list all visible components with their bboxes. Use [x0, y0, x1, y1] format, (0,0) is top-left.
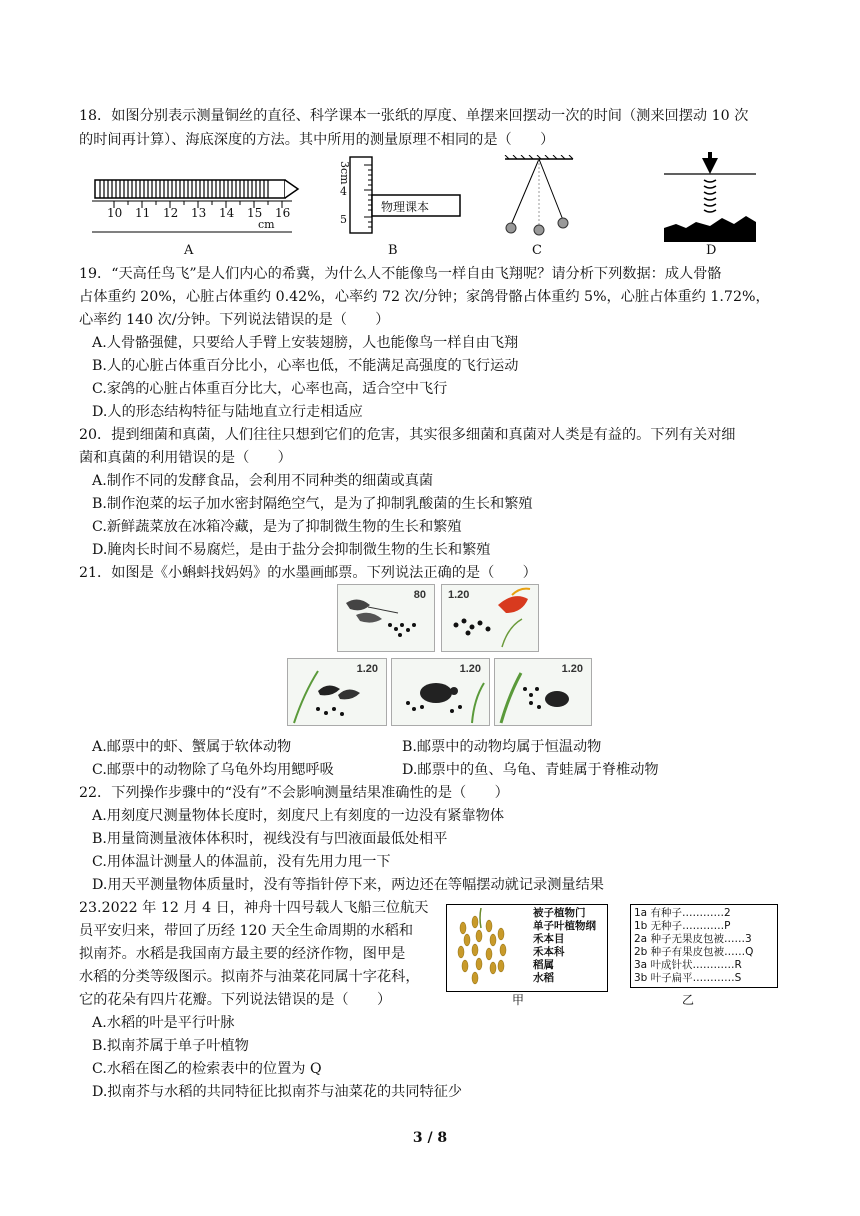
q23-option-a[interactable]: A.水稻的叶是平行叶脉 [92, 1015, 235, 1031]
stamp-goldfish [441, 584, 539, 652]
stamp-frog [494, 658, 592, 726]
q19-option-b[interactable]: B.人的心脏占体重百分比小，心率也低，不能满足高强度的飞行运动 [92, 358, 519, 374]
q21-option-c[interactable]: C.邮票中的动物除了乌龟外均用鳃呼吸 [92, 762, 334, 778]
taxon-genus: 稻属 [533, 959, 554, 971]
stamp-value: 1.20 [448, 589, 470, 601]
q23-option-d[interactable]: D.拟南芥与水稻的共同特征比拟南芥与油菜花的共同特征少 [92, 1084, 463, 1100]
page-number: 3 / 8 [412, 1130, 448, 1146]
ruler-b-tick-4: 4 [340, 185, 347, 198]
figure-label-a: A [184, 243, 194, 258]
q22-option-d[interactable]: D.用天平测量物体质量时，没有等指针停下来，两边还在等幅摆动就记录测量结果 [92, 877, 604, 893]
taxon-phylum: 被子植物门 [533, 907, 586, 919]
figure-a-wire-ruler [92, 160, 304, 235]
taxon-family: 禾本科 [533, 946, 565, 958]
q18-stem-line1: 18．如图分别表示测量铜丝的直径、科学课本一张纸的厚度、单摆来回摆动一次的时间（测来回摆动 10 次 [79, 108, 749, 124]
q21-stem: 21．如图是《小蝌蚪找妈妈》的水墨画邮票。下列说法正确的是（ ） [79, 565, 537, 581]
figure-label-b: B [388, 243, 398, 258]
q23-option-c[interactable]: C.水稻在图乙的检索表中的位置为 Q [92, 1061, 322, 1077]
ruler-tick-10: 10 [107, 206, 123, 220]
stamp-value: 1.20 [459, 663, 481, 675]
q19-stem-line1: 19．“天高任鸟飞”是人们内心的希冀，为什么人不能像鸟一样自由飞翔呢？请分析下列数据：成人骨骼 [79, 266, 722, 282]
q23-stem-line1: 23.2022 年 12 月 4 日，神舟十四号载人飞船三位航天 [79, 900, 429, 916]
ruler-tick-13: 13 [191, 206, 207, 220]
key-row-3a: 3a 叶成针状…………R [634, 959, 742, 971]
key-row-3b: 3b 叶子扁平…………S [634, 972, 742, 984]
stamp-value: 80 [413, 589, 426, 601]
figure-yi-label: 乙 [682, 993, 695, 1007]
book-label: 物理课本 [381, 200, 430, 214]
taxon-species: 水稻 [533, 972, 554, 984]
q18-stem-line2: 的时间再计算）、海底深度的方法。其中所用的测量原理不相同的是（ ） [79, 132, 555, 148]
q23-stem-line3: 拟南芥。水稻是我国南方最主要的经济作物，图甲是 [79, 946, 406, 962]
key-row-2b: 2b 种子有果皮包被……Q [634, 946, 754, 958]
q19-option-c[interactable]: C.家鸽的心脏占体重百分比大，心率也高，适合空中飞行 [92, 381, 448, 397]
q20-option-a[interactable]: A.制作不同的发酵食品，会利用不同种类的细菌或真菌 [92, 473, 434, 489]
taxon-class: 单子叶植物纲 [533, 920, 596, 932]
q20-option-c[interactable]: C.新鲜蔬菜放在冰箱冷藏，是为了抑制微生物的生长和繁殖 [92, 519, 462, 535]
figure-c-pendulum [503, 155, 575, 237]
q22-option-b[interactable]: B.用量筒测量液体体积时，视线没有与凹液面最低处相平 [92, 831, 448, 847]
key-row-1a: 1a 有种子…………2 [634, 907, 731, 919]
ruler-tick-12: 12 [163, 206, 179, 220]
key-row-1b: 1b 无种子…………P [634, 920, 731, 932]
q20-stem-line2: 菌和真菌的利用错误的是（ ） [79, 450, 292, 466]
q21-option-d[interactable]: D.邮票中的鱼、乌龟、青蛙属于脊椎动物 [402, 762, 659, 778]
q19-stem-line3: 心率约 140 次/分钟。下列说法错误的是（ ） [79, 312, 390, 328]
q21-option-a[interactable]: A.邮票中的虾、蟹属于软体动物 [92, 739, 292, 755]
ruler-tick-15: 15 [247, 206, 263, 220]
q19-option-d[interactable]: D.人的形态结构特征与陆地直立行走相适应 [92, 404, 363, 420]
ruler-tick-14: 14 [219, 206, 235, 220]
figure-jia-label: 甲 [512, 993, 525, 1007]
ruler-tick-16: 16 [275, 206, 291, 220]
q22-option-a[interactable]: A.用刻度尺测量物体长度时，刻度尺上有刻度的一边没有紧靠物体 [92, 808, 505, 824]
stamp-value: 1.20 [561, 663, 583, 675]
figure-label-d: D [706, 243, 717, 258]
q19-option-a[interactable]: A.人骨骼强健，只要给人手臂上安装翅膀，人也能像鸟一样自由飞翔 [92, 335, 519, 351]
ruler-b-unit: 3cm [338, 161, 351, 185]
q21-option-b[interactable]: B.邮票中的动物均属于恒温动物 [402, 739, 602, 755]
q20-option-b[interactable]: B.制作泡菜的坛子加水密封隔绝空气，是为了抑制乳酸菌的生长和繁殖 [92, 496, 533, 512]
figure-d-sonar-seabed [660, 152, 760, 242]
figure-b-book-ruler [338, 155, 463, 235]
q20-stem-line1: 20．提到细菌和真菌，人们往往只想到它们的危害，其实很多细菌和真菌对人类是有益的。下列有关对细 [79, 427, 736, 443]
ruler-b-tick-5: 5 [340, 213, 347, 226]
q20-option-d[interactable]: D.腌肉长时间不易腐烂，是由于盐分会抑制微生物的生长和繁殖 [92, 542, 491, 558]
q23-stem-line2: 员平安归来，带回了历经 120 天全生命周期的水稻和 [79, 923, 414, 939]
stamp-shrimp-crab [337, 584, 435, 652]
key-row-2a: 2a 种子无果皮包被……3 [634, 933, 752, 945]
taxon-order: 禾本目 [533, 933, 565, 945]
q23-stem-line4: 水稻的分类等级图示。拟南芥与油菜花同属十字花科， [79, 969, 420, 985]
figure-jia-classification [446, 904, 608, 992]
figure-yi-key-table [630, 904, 778, 988]
stamp-value: 1.20 [356, 663, 378, 675]
q23-stem-line5: 它的花朵有四片花瓣。下列说法错误的是（ ） [79, 992, 392, 1008]
ruler-unit: cm [258, 218, 275, 231]
q22-stem: 22．下列操作步骤中的“没有”不会影响测量结果准确性的是（ ） [79, 785, 509, 801]
q23-option-b[interactable]: B.拟南芥属于单子叶植物 [92, 1038, 249, 1054]
figure-label-c: C [532, 243, 542, 258]
ruler-tick-11: 11 [135, 206, 151, 220]
stamp-turtle [391, 658, 490, 726]
q22-option-c[interactable]: C.用体温计测量人的体温前，没有先用力甩一下 [92, 854, 391, 870]
stamp-ducks [287, 658, 387, 726]
q19-stem-line2: 占体重约 20%，心脏占体重约 0.42%，心率约 72 次/分钟；家鸽骨骼占体重约 5%，心脏占体重约 1.72%， [79, 289, 770, 305]
rice-plant-image [451, 908, 511, 988]
